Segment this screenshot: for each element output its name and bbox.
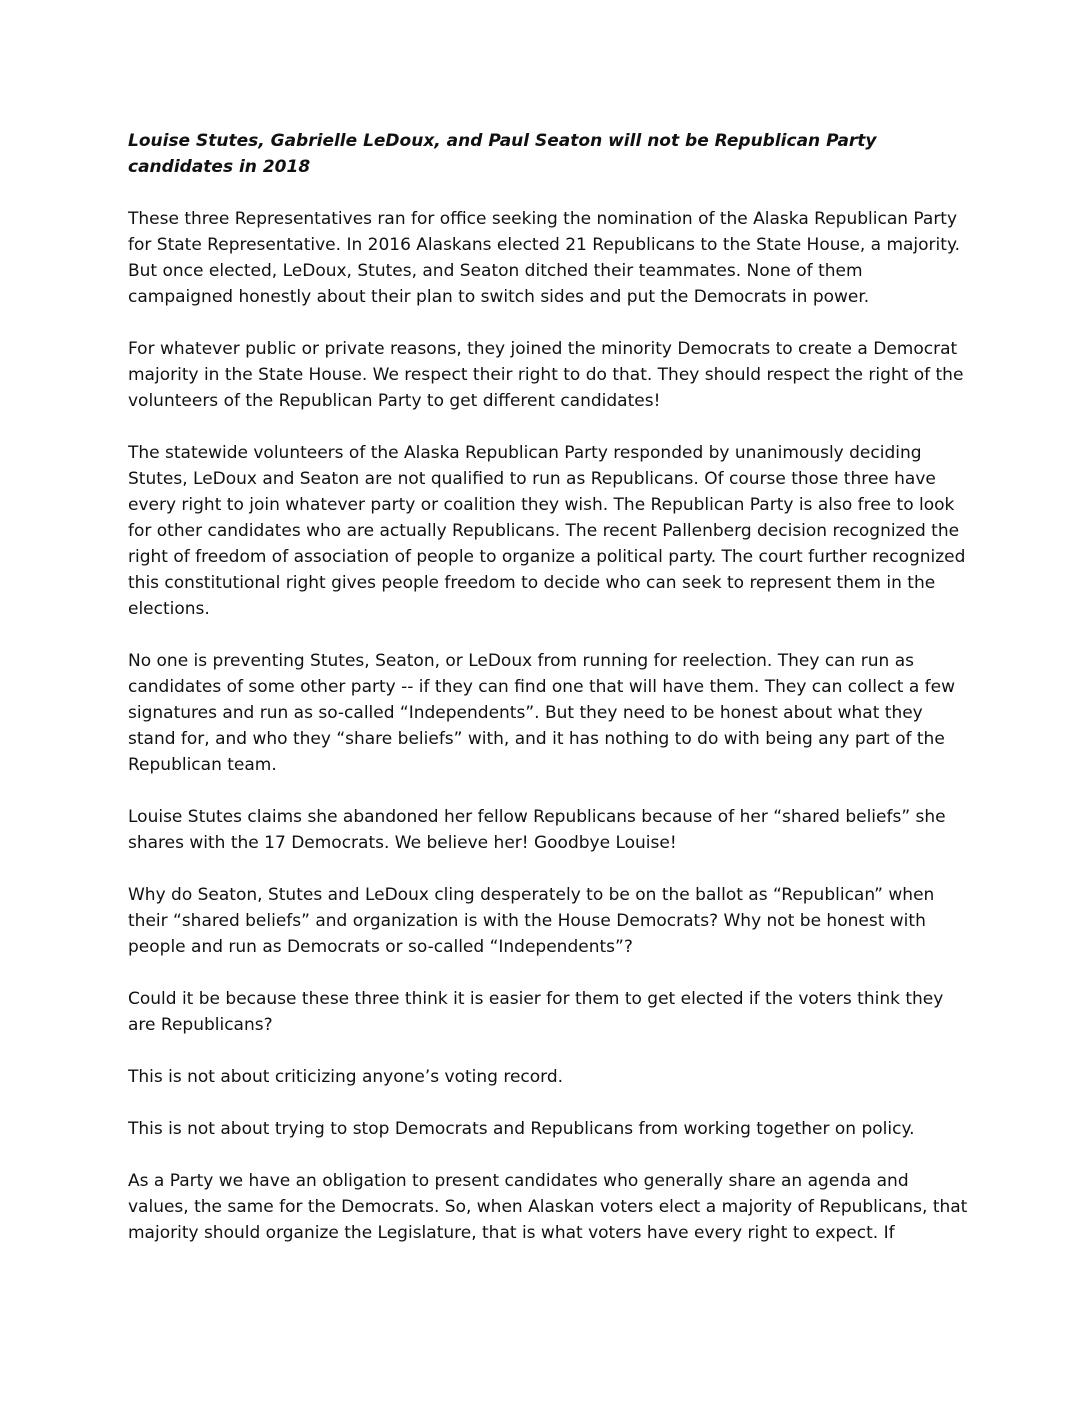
document-body: [128, 128, 968, 1272]
paragraph-8: This is not about criticizing anyone’s voting record.: [128, 1067, 564, 1087]
paragraph-6: Why do Seaton, Stutes and LeDoux cling desperately to be on the ballot as “Republican” when their “shared beliefs” and organization is with the House Democrats? Why not be honest with people and run as Democrats or so-called “Independents”?: [128, 885, 935, 957]
paragraph-10: As a Party we have an obligation to present candidates who generally share an agenda and values, the same for the Democrats. So, when Alaskan voters elect a majority of Republicans, that majority should organize the Legislature, that is what voters have every right to expect. If: [128, 1171, 968, 1243]
document-title: Louise Stutes, Gabrielle LeDoux, and Paul Seaton will not be Republican Party candidates in 2018: [128, 131, 877, 177]
paragraph-3: The statewide volunteers of the Alaska Republican Party responded by unanimously deciding Stutes, LeDoux and Seaton are not qualified to run as Republicans. Of course those three have every right to join whatever party or coalition they wish. The Republican Party is also free to look for other candidates who are actually Republicans. The recent Pallenberg decision recognized the right of freedom of association of people to organize a political party. The court further recognized this constitutional right gives people freedom to decide who can seek to represent them in the elections.: [128, 443, 966, 619]
paragraph-2: For whatever public or private reasons, they joined the minority Democrats to create a Democrat majority in the State House. We respect their right to do that. They should respect the right of the volunteers of the Republican Party to get different candidates!: [128, 339, 964, 411]
paragraph-5: Louise Stutes claims she abandoned her fellow Republicans because of her “shared beliefs” she shares with the 17 Democrats. We believe her! Goodbye Louise!: [128, 807, 946, 853]
paragraph-1: These three Representatives ran for office seeking the nomination of the Alaska Republican Party for State Representative. In 2016 Alaskans elected 21 Republicans to the State House, a majority. But once elected, LeDoux, Stutes, and Seaton ditched their teammates. None of them campaigned honestly about their plan to switch sides and put the Democrats in power.: [128, 209, 960, 307]
paragraph-4: No one is preventing Stutes, Seaton, or LeDoux from running for reelection. They can run as candidates of some other party -- if they can find one that will have them. They can collect a few signatures and run as so-called “Independents”. But they need to be honest about what they stand for, and who they “share beliefs” with, and it has nothing to do with being any part of the Republican team.: [128, 651, 955, 775]
paragraph-7: Could it be because these three think it is easier for them to get elected if the voters think they are Republicans?: [128, 989, 944, 1035]
paragraph-9: This is not about trying to stop Democrats and Republicans from working together on policy.: [128, 1119, 915, 1139]
